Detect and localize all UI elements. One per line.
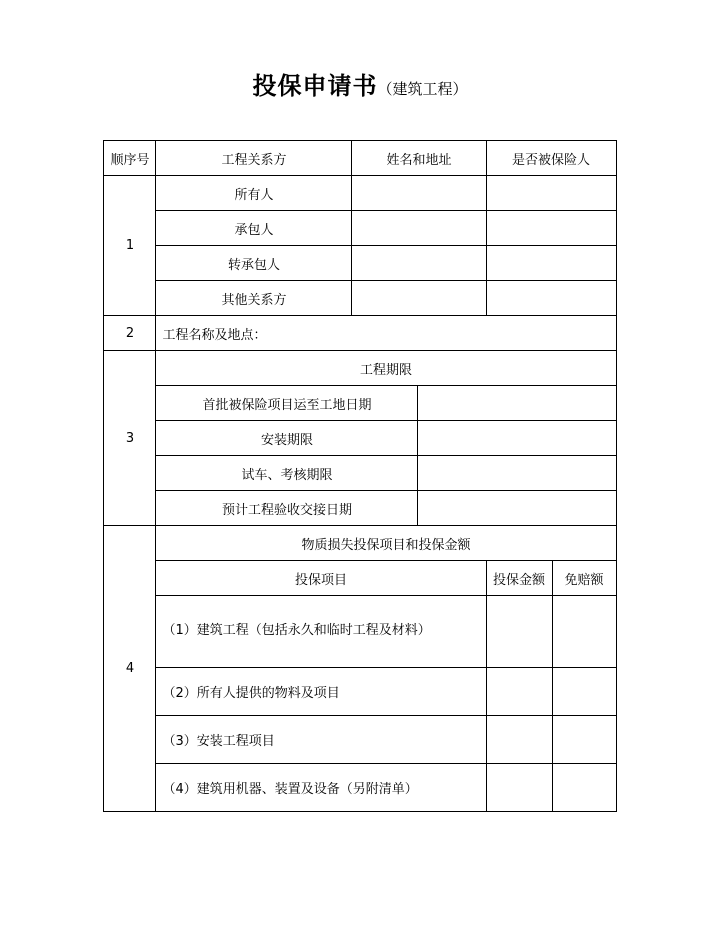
party-other-insured-field[interactable] xyxy=(486,281,616,316)
testing-period-label: 试车、考核期限 xyxy=(156,456,418,491)
subheader-cell-amount: 投保金额 xyxy=(486,561,552,596)
party-subcontractor-name-address-field[interactable] xyxy=(352,246,486,281)
subheader-cell-deductible: 免赔额 xyxy=(552,561,616,596)
table-subheader-row xyxy=(104,561,616,596)
table-row xyxy=(104,668,616,716)
page-title xyxy=(0,0,720,98)
table-row xyxy=(104,281,616,316)
installation-period-label: 安装期限 xyxy=(156,421,418,456)
handover-date-field[interactable] xyxy=(418,491,616,526)
table-row xyxy=(104,316,616,351)
page-title-sub: （建筑工程） xyxy=(377,80,468,98)
table-row xyxy=(104,596,616,668)
insurance-application-form xyxy=(103,140,616,812)
party-other-label: 其他关系方 xyxy=(156,281,352,316)
insured-item-3-label: （3）安装工程项目 xyxy=(156,716,486,764)
property-loss-title: 物质损失投保项目和投保金额 xyxy=(156,526,616,561)
table-row xyxy=(104,386,616,421)
project-duration-title: 工程期限 xyxy=(156,351,616,386)
party-owner-name-address-field[interactable] xyxy=(352,176,486,211)
row-number-3: 3 xyxy=(104,351,156,526)
insured-item-2-label: （2）所有人提供的物料及项目 xyxy=(156,668,486,716)
insured-item-2-amount-field[interactable] xyxy=(486,668,552,716)
insured-item-2-deductible-field[interactable] xyxy=(552,668,616,716)
party-contractor-insured-field[interactable] xyxy=(486,211,616,246)
party-contractor-name-address-field[interactable] xyxy=(352,211,486,246)
subheader-cell-item: 投保项目 xyxy=(156,561,486,596)
party-subcontractor-label: 转承包人 xyxy=(156,246,352,281)
insured-item-1-deductible-field[interactable] xyxy=(552,596,616,668)
party-other-name-address-field[interactable] xyxy=(352,281,486,316)
first-shipment-date-label: 首批被保险项目运至工地日期 xyxy=(156,386,418,421)
table-row xyxy=(104,176,616,211)
insured-item-3-amount-field[interactable] xyxy=(486,716,552,764)
table-row xyxy=(104,764,616,812)
table-row xyxy=(104,246,616,281)
testing-period-field[interactable] xyxy=(418,456,616,491)
page-title-main: 投保申请书 xyxy=(252,72,378,100)
table-row xyxy=(104,351,616,386)
project-name-location-label[interactable]: 工程名称及地点： xyxy=(156,316,616,351)
header-cell-name-address: 姓名和地址 xyxy=(352,141,486,176)
header-cell-party: 工程关系方 xyxy=(156,141,352,176)
row-number-2: 2 xyxy=(104,316,156,351)
insured-item-4-label: （4）建筑用机器、装置及设备（另附清单） xyxy=(156,764,486,812)
table-row xyxy=(104,716,616,764)
installation-period-field[interactable] xyxy=(418,421,616,456)
table-row xyxy=(104,526,616,561)
insured-item-4-deductible-field[interactable] xyxy=(552,764,616,812)
table-header-row xyxy=(104,141,616,176)
row-number-4: 4 xyxy=(104,526,156,812)
party-owner-label: 所有人 xyxy=(156,176,352,211)
insured-item-1-amount-field[interactable] xyxy=(486,596,552,668)
party-contractor-label: 承包人 xyxy=(156,211,352,246)
insured-item-1-label: （1）建筑工程（包括永久和临时工程及材料） xyxy=(156,596,486,668)
insured-item-4-amount-field[interactable] xyxy=(486,764,552,812)
table-row xyxy=(104,456,616,491)
table-row xyxy=(104,491,616,526)
handover-date-label: 预计工程验收交接日期 xyxy=(156,491,418,526)
table-row xyxy=(104,211,616,246)
party-owner-insured-field[interactable] xyxy=(486,176,616,211)
first-shipment-date-field[interactable] xyxy=(418,386,616,421)
table-row xyxy=(104,421,616,456)
header-cell-insured: 是否被保险人 xyxy=(486,141,616,176)
header-cell-no: 顺序号 xyxy=(104,141,156,176)
insured-item-3-deductible-field[interactable] xyxy=(552,716,616,764)
party-subcontractor-insured-field[interactable] xyxy=(486,246,616,281)
row-number-1: 1 xyxy=(104,176,156,316)
